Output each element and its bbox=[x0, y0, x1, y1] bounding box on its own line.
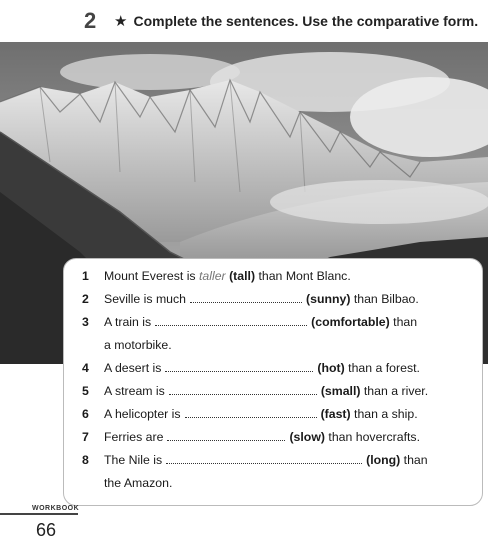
answer-blank[interactable] bbox=[169, 383, 317, 395]
star-icon: ★ bbox=[114, 13, 128, 30]
sentence-1: 1 Mount Everest is taller (tall) than Mont Blanc. bbox=[82, 269, 351, 283]
sentence-5: 5 A stream is (small) than a river. bbox=[82, 384, 429, 398]
sentence-2: 2 Seville is much (sunny) than Bilbao. bbox=[82, 292, 419, 306]
answer-example: taller bbox=[199, 269, 226, 283]
answer-blank[interactable] bbox=[166, 452, 362, 464]
sentence-3: 3 A train is (comfortable) than bbox=[82, 315, 418, 329]
answer-blank[interactable] bbox=[185, 406, 317, 418]
sentence-3-continued: a motorbike. bbox=[104, 338, 172, 352]
footer-divider bbox=[0, 513, 78, 515]
sentence-8-continued: the Amazon. bbox=[104, 476, 173, 490]
answer-blank[interactable] bbox=[165, 360, 313, 372]
exercise-instruction: Complete the sentences. Use the comparative form. bbox=[133, 13, 479, 29]
sentence-8: 8 The Nile is (long) than bbox=[82, 453, 428, 467]
exercise-number: 2 bbox=[84, 8, 97, 33]
sentence-7: 7 Ferries are (slow) than hovercrafts. bbox=[82, 430, 420, 444]
workbook-label: WORKBOOK bbox=[32, 505, 80, 512]
exercise-heading bbox=[84, 6, 478, 36]
answer-blank[interactable] bbox=[155, 314, 307, 326]
sentence-4: 4 A desert is (hot) than a forest. bbox=[82, 361, 420, 375]
sentence-6: 6 A helicopter is (fast) than a ship. bbox=[82, 407, 418, 421]
page-number: 66 bbox=[36, 520, 57, 540]
answer-blank[interactable] bbox=[190, 291, 302, 303]
sentences-card bbox=[63, 258, 483, 506]
answer-blank[interactable] bbox=[167, 429, 285, 441]
